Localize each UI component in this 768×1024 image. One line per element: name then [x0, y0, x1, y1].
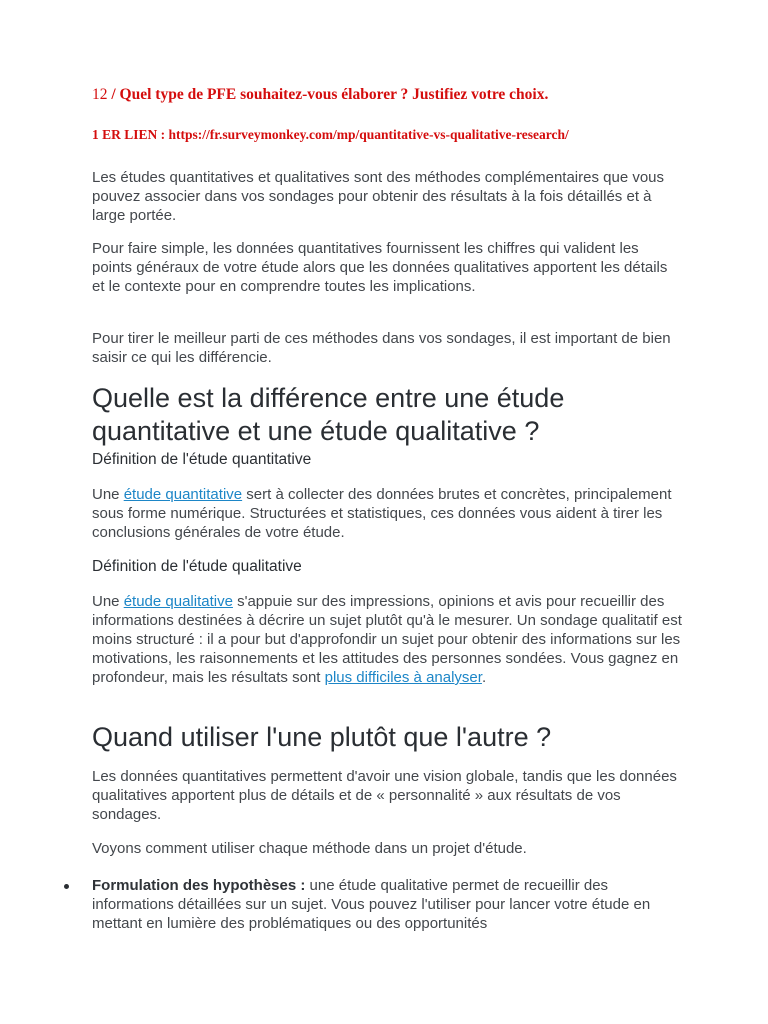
subheading-qualitative: Définition de l'étude qualitative — [92, 558, 302, 575]
qualitative-end-text: . — [481, 669, 487, 686]
usage-paragraph-1: Les données quantitatives permettent d'avoir une vision globale, tandis que les données qualitatives apportent plus de détails et de « personnalité » aux résultats de vos sondages. — [92, 768, 677, 823]
section-heading-difference: Quelle est la différence entre une étude quantitative et une étude qualitative ? — [92, 383, 565, 446]
bullet-label: Formulation des hypothèses : — [92, 877, 306, 894]
intro-paragraph-1: Les études quantitatives et qualitatives sont des méthodes complémentaires que vous pouvez associer dans vos sondages pour obtenir des résultats à la fois détaillés et à large portée. — [92, 169, 665, 224]
question-heading — [92, 86, 548, 104]
link-plus-difficiles-a-analyser[interactable]: plus difficiles à analyser — [324, 669, 482, 686]
question-number: 12 — [92, 86, 108, 103]
bullet-item-hypotheses — [92, 876, 682, 933]
intro-paragraph-2: Pour faire simple, les données quantitatives fournissent les chiffres qui valident les points généraux de votre étude alors que les données qualitatives apportent les détails et le contexte pour en comprendre toutes les implications. — [92, 240, 668, 295]
qualitative-paragraph — [92, 592, 682, 687]
source-link-line: 1 ER LIEN : https://fr.surveymonkey.com/mp/quantitative-vs-qualitative-research/ — [92, 127, 569, 142]
section-heading-when-to-use: Quand utiliser l'une plutôt que l'autre ? — [92, 722, 552, 752]
intro-paragraph-3: Pour tirer le meilleur parti de ces méthodes dans vos sondages, il est important de bien saisir ce qui les différencie. — [92, 330, 671, 366]
usage-paragraph-2: Voyons comment utiliser chaque méthode dans un projet d'étude. — [92, 840, 527, 857]
link-etude-qualitative[interactable]: étude qualitative — [123, 593, 233, 610]
quantitative-pre-text: Une — [92, 486, 124, 503]
bullet-text: une étude qualitative permet de recueillir des informations détaillées sur un sujet. Vous pouvez l'utiliser pour lancer votre étude en mettant en lumière des problématiques ou des opportunités — [92, 877, 651, 932]
quantitative-paragraph — [92, 485, 682, 542]
qualitative-mid-text: s'appuie sur des impressions, opinions et avis pour recueillir des informations destinées à décrire un sujet plutôt qu'à le mesurer. Un sondage qualitatif est moins structuré : il a pour but d'approfondir un sujet pour obtenir des informations sur les motivations, les raisonnements et les attitudes des personnes sondées. Vous gagnez en profondeur, mais les résultats sont — [92, 593, 682, 686]
quantitative-post-text: sert à collecter des données brutes et concrètes, principalement sous forme numérique. Structurées et statistiques, ces données vous aident à tirer les conclusions générales de votre étude. — [92, 486, 672, 541]
qualitative-pre-text: Une — [92, 593, 124, 610]
bullet-marker — [64, 884, 69, 889]
question-text: / Quel type de PFE souhaitez-vous élaborer ? Justifiez votre choix. — [107, 86, 549, 103]
subheading-quantitative: Définition de l'étude quantitative — [92, 451, 312, 468]
link-etude-quantitative[interactable]: étude quantitative — [123, 486, 243, 503]
